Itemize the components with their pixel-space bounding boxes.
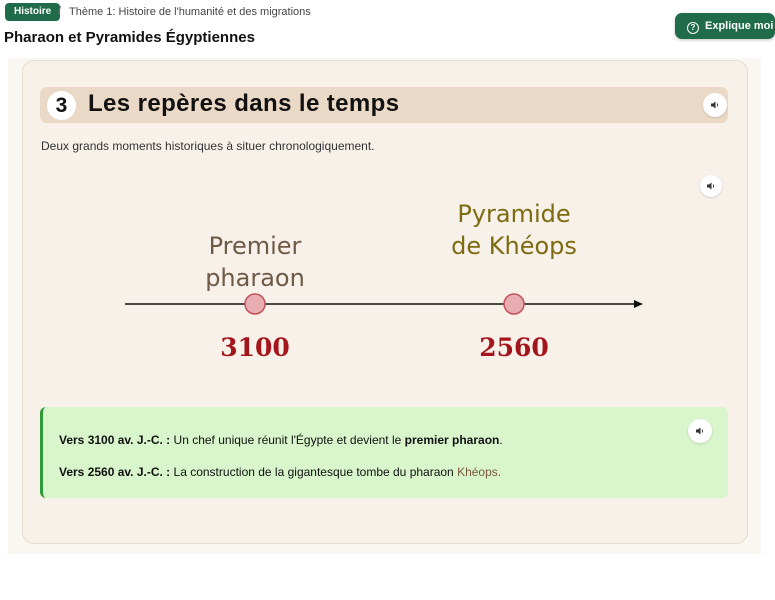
summary-text: Un chef unique réunit l'Égypte et devient le	[173, 433, 402, 447]
event-year-3100: 3100	[220, 333, 290, 362]
section-title: Les repères dans le temps	[88, 90, 400, 117]
timeline-marker-kheops	[504, 294, 524, 314]
summary-line-3100	[59, 433, 503, 447]
page-title: Pharaon et Pyramides Égyptiennes	[4, 29, 255, 46]
summary-highlight: premier pharaon	[404, 433, 500, 447]
timeline-marker-premier-pharaon	[245, 294, 265, 314]
summary-end: .	[497, 465, 502, 479]
subject-badge[interactable]: Histoire	[5, 3, 60, 21]
explain-button-label: Explique moi	[705, 20, 774, 32]
summary-line-2560	[59, 465, 501, 479]
summary-box	[40, 407, 728, 498]
summary-end: .	[499, 433, 503, 447]
summary-audio-button[interactable]	[688, 419, 712, 443]
summary-date: Vers 2560 av. J.-C. :	[59, 465, 171, 479]
event-label-line: Pyramide	[457, 200, 571, 228]
timeline-arrowhead	[634, 300, 643, 308]
event-label-line: Premier pharaon	[205, 232, 305, 292]
summary-date: Vers 3100 av. J.-C. :	[59, 433, 171, 447]
event-label-line: de Khéops	[451, 232, 577, 260]
event-label-premier-pharaon	[155, 230, 355, 294]
breadcrumb-theme[interactable]: Thème 1: Histoire de l'humanité et des migrations	[69, 6, 311, 18]
help-circle-icon: ?	[687, 22, 699, 34]
summary-highlight: Khéops	[457, 465, 498, 479]
summary-text: La construction de la gigantesque tombe du pharaon	[173, 465, 454, 479]
event-label-kheops	[414, 198, 614, 262]
section-number: 3	[47, 91, 76, 120]
breadcrumb-separator: /	[58, 5, 62, 17]
event-year-2560: 2560	[479, 333, 549, 362]
section-intro: Deux grands moments historiques à situer chronologiquement.	[41, 139, 375, 153]
speaker-icon	[695, 426, 705, 436]
